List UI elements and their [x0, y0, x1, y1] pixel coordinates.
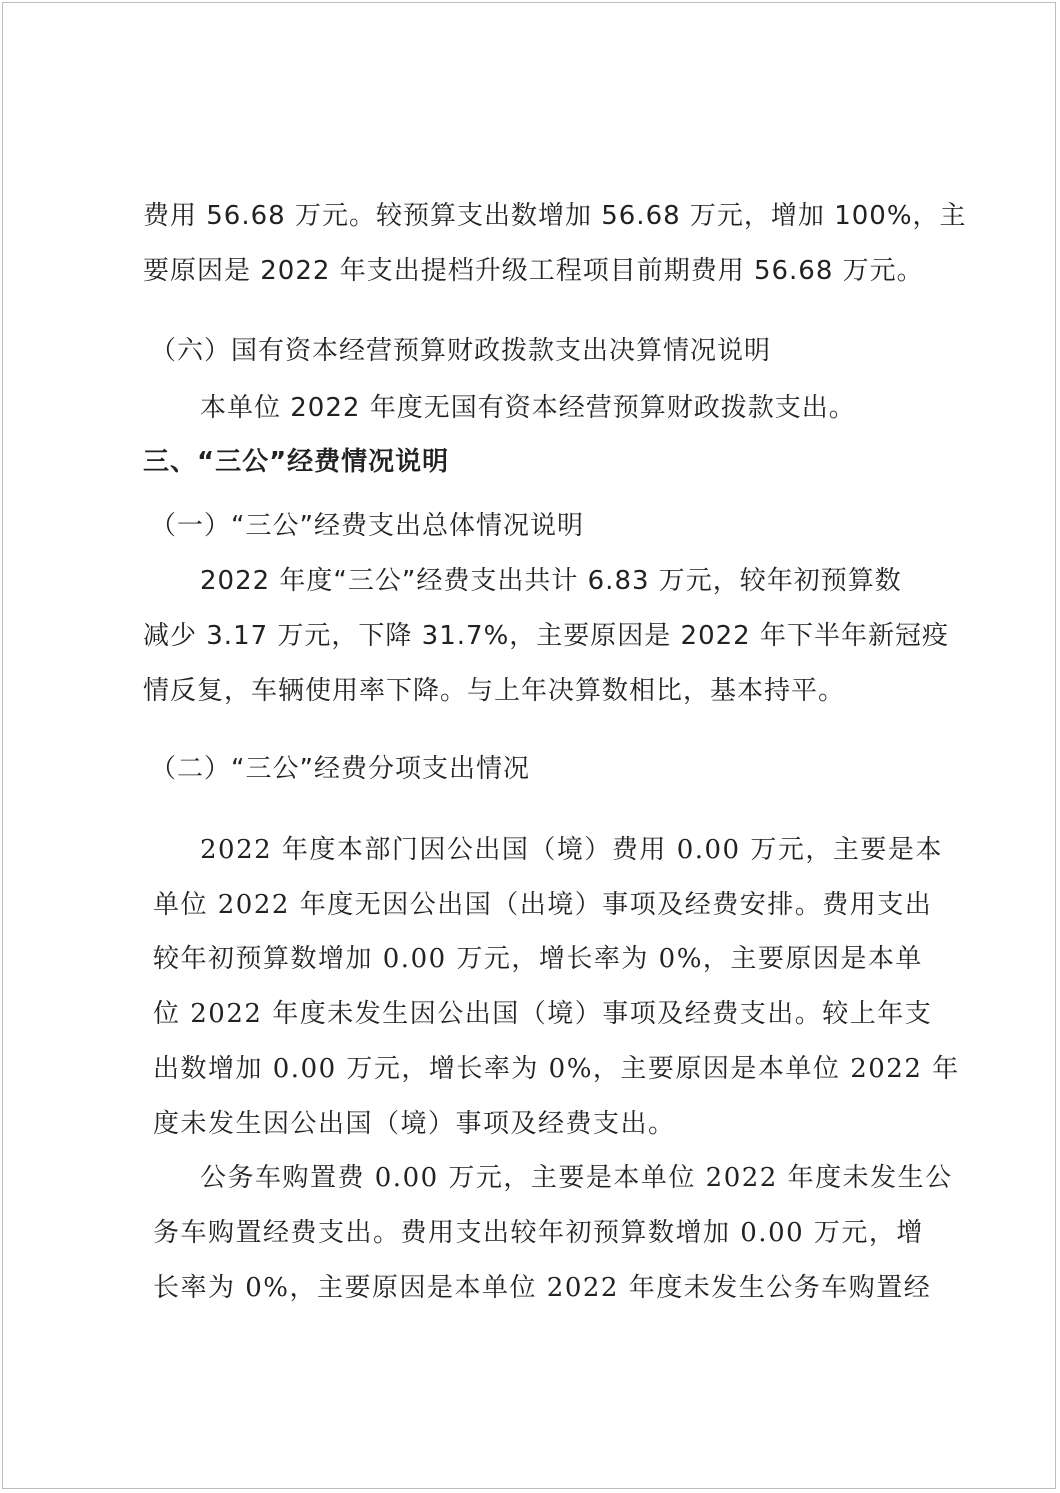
paragraph-line: 度未发生因公出国（境）事项及经费支出。 [153, 1109, 676, 1139]
paragraph-line: 情反复，车辆使用率下降。与上年决算数相比，基本持平。 [143, 676, 846, 706]
paragraph-line: 位 2022 年度未发生因公出国（境）事项及经费支出。较上年支 [153, 999, 933, 1029]
paragraph-line: 公务车购置费 0.00 万元，主要是本单位 2022 年度未发生公 [200, 1163, 953, 1193]
paragraph-line: 出数增加 0.00 万元，增长率为 0%，主要原因是本单位 2022 年 [153, 1054, 960, 1084]
paragraph-line: 减少 3.17 万元，下降 31.7%，主要原因是 2022 年下半年新冠疫 [143, 621, 949, 651]
chapter-heading-3: 三、“三公”经费情况说明 [143, 447, 450, 477]
paragraph-line: 费用 56.68 万元。较预算支出数增加 56.68 万元，增加 100%，主 [143, 201, 967, 231]
paragraph-line: 本单位 2022 年度无国有资本经营预算财政拨款支出。 [200, 393, 856, 423]
section-heading-3-2: （二）“三公”经费分项支出情况 [150, 754, 530, 784]
paragraph-line: 务车购置经费支出。费用支出较年初预算数增加 0.00 万元，增 [153, 1218, 924, 1248]
paragraph-line: 2022 年度本部门因公出国（境）费用 0.00 万元，主要是本 [200, 835, 943, 865]
paragraph-line: 较年初预算数增加 0.00 万元，增长率为 0%，主要原因是本单 [153, 944, 923, 974]
section-heading-3-1: （一）“三公”经费支出总体情况说明 [150, 511, 584, 541]
paragraph-line: 要原因是 2022 年支出提档升级工程项目前期费用 56.68 万元。 [143, 256, 924, 286]
paragraph-line: 长率为 0%，主要原因是本单位 2022 年度未发生公务车购置经 [153, 1273, 932, 1303]
section-heading-6: （六）国有资本经营预算财政拨款支出决算情况说明 [150, 336, 772, 366]
paragraph-line: 单位 2022 年度无因公出国（出境）事项及经费安排。费用支出 [153, 890, 933, 920]
paragraph-line: 2022 年度“三公”经费支出共计 6.83 万元，较年初预算数 [200, 566, 902, 596]
